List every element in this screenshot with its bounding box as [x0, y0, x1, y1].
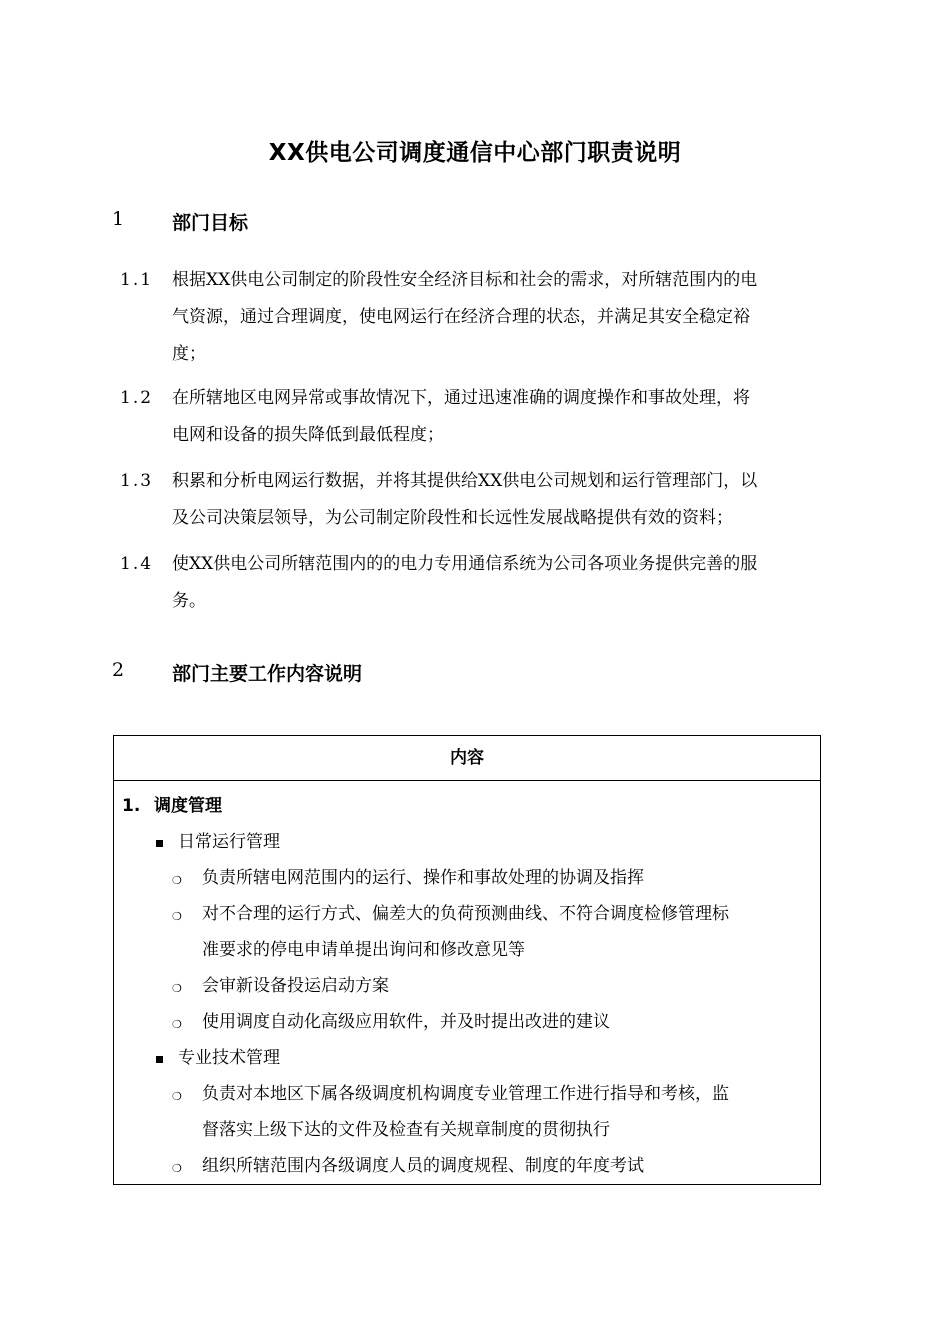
bullet-text: 负责所辖电网范围内的运行、操作和事故处理的协调及指挥 [202, 868, 644, 888]
item-line: 在所辖地区电网异常或事故情况下，通过迅速准确的调度操作和事故处理，将 [172, 388, 750, 408]
circle-bullet-icon: ❍ [172, 1162, 182, 1175]
item-number: 1.1 [120, 270, 154, 290]
table-header: 内容 [114, 736, 820, 781]
section-number: 2 [112, 659, 125, 681]
bullet-text: 会审新设备投运启动方案 [202, 976, 389, 996]
item-line: 气资源，通过合理调度，使电网运行在经济合理的状态，并满足其安全稳定裕 [172, 307, 750, 327]
bullet-text: 对不合理的运行方式、偏差大的负荷预测曲线、不符合调度检修管理标 [202, 904, 729, 924]
section-title: 部门目标 [172, 212, 249, 234]
bullet-text: 准要求的停电申请单提出询问和修改意见等 [202, 940, 525, 960]
item-text [172, 262, 837, 373]
item-line: 度； [172, 344, 206, 364]
bullet-text: 督落实上级下达的文件及检查有关规章制度的贯彻执行 [202, 1120, 610, 1140]
item-number: 1.3 [120, 471, 154, 491]
document-title: XX供电公司调度通信中心部门职责说明 [268, 140, 682, 166]
item-number: 1.4 [120, 554, 154, 574]
item-text [172, 463, 837, 537]
group-label: 专业技术管理 [178, 1048, 280, 1068]
content-table [113, 735, 821, 1185]
category-number: 1. [122, 796, 141, 816]
item-line: 根据XX供电公司制定的阶段性安全经济目标和社会的需求，对所辖范围内的电 [172, 270, 758, 290]
circle-bullet-icon: ❍ [172, 910, 182, 923]
bullet-text: 组织所辖范围内各级调度人员的调度规程、制度的年度考试 [202, 1156, 644, 1176]
category-label: 调度管理 [154, 796, 222, 816]
square-bullet-icon [156, 1056, 163, 1063]
item-line: 及公司决策层领导，为公司制定阶段性和长远性发展战略提供有效的资料； [172, 508, 733, 528]
item-line: 积累和分析电网运行数据，并将其提供给XX供电公司规划和运行管理部门，以 [172, 471, 758, 491]
circle-bullet-icon: ❍ [172, 874, 182, 887]
bullet-text: 负责对本地区下属各级调度机构调度专业管理工作进行指导和考核，监 [202, 1084, 729, 1104]
item-text [172, 380, 837, 454]
group-label: 日常运行管理 [178, 832, 280, 852]
item-number: 1.2 [120, 388, 154, 408]
circle-bullet-icon: ❍ [172, 982, 182, 995]
section-title: 部门主要工作内容说明 [172, 663, 363, 685]
item-line: 电网和设备的损失降低到最低程度； [172, 425, 444, 445]
item-text [172, 546, 837, 620]
bullet-text: 使用调度自动化高级应用软件，并及时提出改进的建议 [202, 1012, 610, 1032]
section-number: 1 [112, 208, 125, 230]
item-line: 使XX供电公司所辖范围内的的电力专用通信系统为公司各项业务提供完善的服 [172, 554, 758, 574]
item-line: 务。 [172, 591, 206, 611]
circle-bullet-icon: ❍ [172, 1090, 182, 1103]
square-bullet-icon [156, 840, 163, 847]
circle-bullet-icon: ❍ [172, 1018, 182, 1031]
